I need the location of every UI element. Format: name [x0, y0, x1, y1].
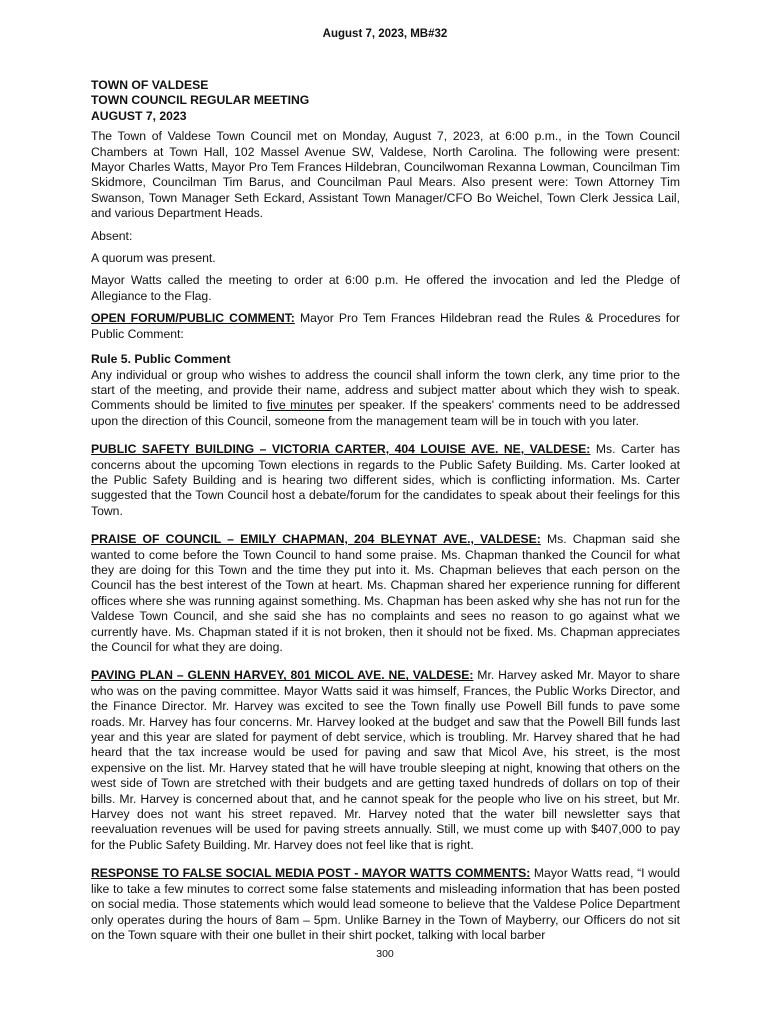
title-line-town: TOWN OF VALDESE: [91, 78, 209, 92]
section-heading: RESPONSE TO FALSE SOCIAL MEDIA POST - MAYOR WATTS COMMENTS:: [91, 866, 531, 881]
open-forum-paragraph: [91, 311, 680, 342]
call-to-order-paragraph: Mayor Watts called the meeting to order at 6:00 p.m. He offered the invocation and led the Pledge of Allegiance to the Flag.: [91, 273, 680, 303]
section-paving-plan: [91, 668, 680, 853]
title-line-meeting: TOWN COUNCIL REGULAR MEETING: [91, 93, 310, 108]
title-line-date: AUGUST 7, 2023: [91, 108, 187, 123]
section-praise-of-council: [91, 532, 680, 655]
section-public-safety-building: [91, 442, 680, 519]
rule5-paragraph: [91, 352, 680, 429]
section-heading: PRAISE OF COUNCIL – EMILY CHAPMAN, 204 BLEYNAT AVE., VALDESE:: [91, 532, 541, 547]
section-heading: PAVING PLAN – GLENN HARVEY, 801 MICOL AVE. NE, VALDESE:: [91, 668, 474, 683]
running-header: August 7, 2023, MB#32: [322, 28, 448, 40]
section-text: Ms. Carter has concerns about the upcoming Town elections in regards to the Public Safety Building. Ms. Carter looked at the Public Safety Building and is hearing two different sides, which is conflicting information. Ms. Carter suggested that the Town Council host a debate/forum for the candidates to speak about their feelings for this Town.: [91, 442, 680, 518]
section-text: Ms. Chapman said she wanted to come before the Town Council to hand some praise. Ms. Chapman thanked the Council for what they are doing for this Town and the time they put into it. Ms. Chapman believes that each person on the Council has the best interest of the Town at heart. Ms. Chapman shared her experience running for different offices where she was running against something. Ms. Chapman has been asked why she has not run for the Valdese Town Council, and she said she has no complaints and sees no reason to go against what we currently have. Ms. Chapman stated if it is not broken, then it should not be fixed. Ms. Chapman appreciates the Council for what they are doing.: [91, 532, 680, 654]
open-forum-text: Mayor Pro Tem Frances Hildebran read the Rules & Procedures for Public Comment:: [91, 311, 680, 341]
quorum-paragraph: A quorum was present.: [91, 251, 216, 266]
section-heading: PUBLIC SAFETY BUILDING – VICTORIA CARTER, 404 LOUISE AVE. NE, VALDESE:: [91, 442, 591, 457]
section-text: Mayor Watts read, “I would like to take a few minutes to correct some false statements and misleading information that has been posted on social media. Those statements which would lead someone to believe that the Valdese Police Department only operates during the hours of 8am – 5pm. Unlike Barney in the Town of Mayberry, our Officers do not sit on the Town square with their one bullet in their shirt pocket, talking with local barber: [91, 866, 680, 942]
rule5-text-b: per speaker. If the speakers' comments need to be addressed upon the direction of this Council, someone from the management team will be in touch with you later.: [91, 398, 680, 428]
rule5-underlined: five minutes: [266, 398, 333, 413]
section-social-media-response: [91, 866, 680, 943]
section-text: Mr. Harvey asked Mr. Mayor to share who was on the paving committee. Mayor Watts said it was himself, Frances, the Public Works Director, and the Finance Director. Mr. Harvey was excited to see the Town finally use Powell Bill funds to pave some roads. Mr. Harvey has four concerns. Mr. Harvey looked at the budget and saw that the Powell Bill funds last year and this year are slated for payment of debt service, which is troubling. Mr. Harvey shared that he had heard that the tax increase would be used for paving and saw that Micol Ave, his street, is the most expensive on the list. Mr. Harvey stated that he will have trouble sleeping at night, knowing that others on the west side of Town are stretched with their budgets and are getting taxed hundreds of dollars on top of their bills. Mr. Harvey is concerned about that, and he cannot speak for the people who live on his street, but Mr. Harvey does not want his street repaved. Mr. Harvey noted that the water bill newsletter says that reevaluation revenues will be used for paving streets annually. Still, we must come up with $407,000 to pay for the Public Safety Building. Mr. Harvey does not feel like that is right.: [91, 668, 680, 852]
intro-paragraph: The Town of Valdese Town Council met on Monday, August 7, 2023, at 6:00 p.m., in the Town Council Chambers at Town Hall, 102 Massel Avenue SW, Valdese, North Carolina. The following were present: Mayor Charles Watts, Mayor Pro Tem Frances Hildebran, Councilwoman Rexanna Lowman, Councilman Tim Skidmore, Councilman Tim Barus, and Councilman Paul Mears. Also present were: Town Attorney Tim Swanson, Town Manager Seth Eckard, Assistant Town Manager/CFO Bo Weichel, Town Clerk Jessica Lail, and various Department Heads.: [91, 129, 680, 221]
rule5-text-a: Any individual or group who wishes to address the council shall inform the town clerk, any time prior to the start of the meeting, and provide their name, address and subject matter about which they wish to speak. Comments should be limited to: [91, 367, 680, 413]
page-number: 300: [376, 948, 394, 960]
open-forum-heading: OPEN FORUM/PUBLIC COMMENT:: [91, 311, 295, 326]
rule5-heading: Rule 5. Public Comment: [91, 352, 231, 367]
document-body: [91, 78, 680, 956]
absent-paragraph: Absent:: [91, 228, 133, 243]
document-title: [91, 78, 680, 124]
